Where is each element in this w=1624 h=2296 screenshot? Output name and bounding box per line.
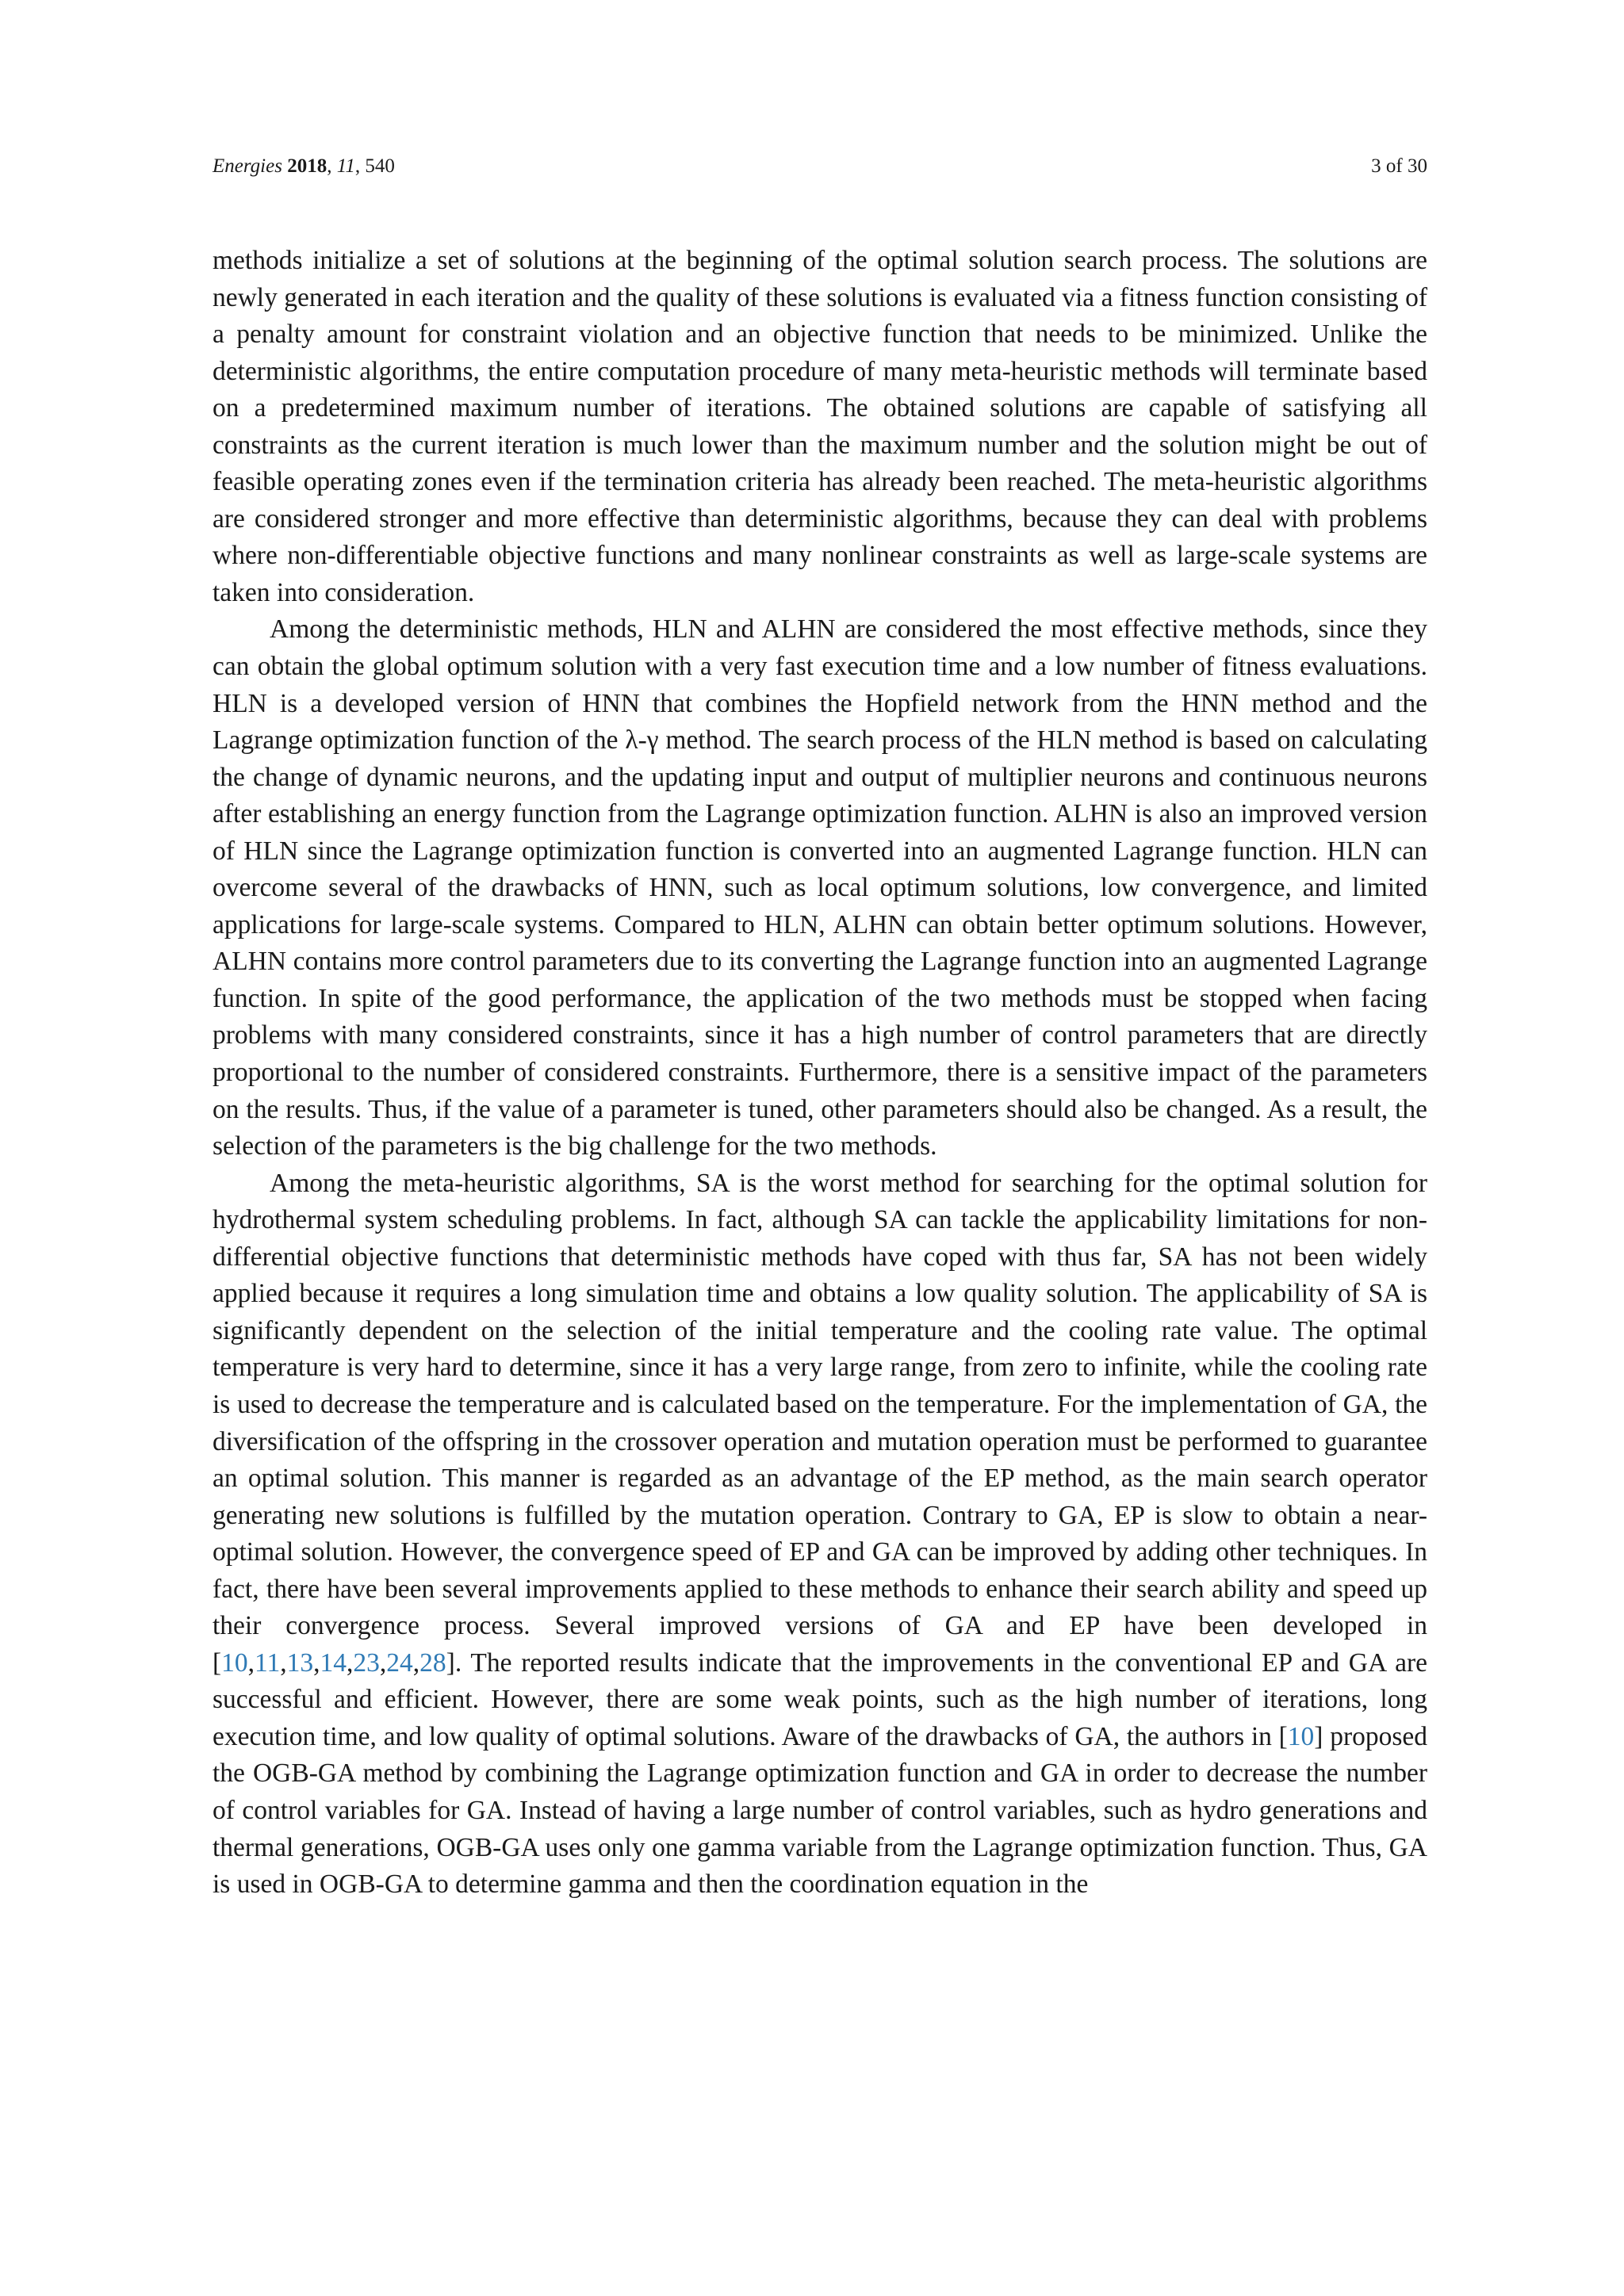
citation-link[interactable]: 11 (255, 1647, 281, 1678)
citation-separator: , (379, 1647, 387, 1678)
journal-year: 2018 (287, 155, 327, 177)
citation-separator: , (280, 1647, 287, 1678)
paragraph-3-text-a: Among the meta-heuristic algorithms, SA is the worst method for searching for the optimal solution for hydrothermal system scheduling problems. In fact, although SA can tackle the applicability limitations for non-differential objective functions that deterministic methods have coped with thus far, SA has not been widely applied because it requires a long simulation time and obtains a low quality solution. The applicability of SA is significantly dependent on the selection of the initial temperature and the cooling rate value. The optimal temperature is very hard to determine, since it has a very large range, from zero to infinite, while the cooling rate is used to decrease the temperature and is calculated based on the temperature. For the implementation of GA, the diversification of the offspring in the crossover operation and mutation operation must be performed to guarantee an optimal solution. This manner is regarded as an advantage of the EP method, as the main search operator generating new solutions is fulfilled by the mutation operation. Contrary to GA, EP is slow to obtain a near-optimal solution. However, the convergence speed of EP and GA can be improved by adding other techniques. In fact, there have been several improvements applied to these methods to enhance their search ability and speed up their convergence process. Several improved versions of GA and EP have been developed in [ (213, 1168, 1427, 1678)
citation-separator: , (347, 1647, 354, 1678)
paragraph-3-text-b: ]. The reported results indicate that the improvements in the conventional EP and GA are successful and efficient. However, there are some weak points, such as the high number of iterations, long execution time, and low quality of optimal solutions. Aware of the drawbacks of GA, the authors in [ (213, 1647, 1427, 1751)
citation-link[interactable]: 24 (386, 1647, 413, 1678)
journal-volume: 11 (336, 155, 355, 177)
paragraph-2: Among the deterministic methods, HLN and ALHN are considered the most effective methods, since they can obtain the global optimum solution with a very fast execution time and a low number of fitness evaluations. HLN is a developed version of HNN that combines the Hopfield network from the HNN method and the Lagrange optimization function of the λ-γ method. The search process of the HLN method is based on calculating the change of dynamic neurons, and the updating input and output of multiplier neurons and continuous neurons after establishing an energy function from the Lagrange optimization function. ALHN is also an improved version of HLN since the Lagrange optimization function is converted into an augmented Lagrange function. HLN can overcome several of the drawbacks of HNN, such as local optimum solutions, low convergence, and limited applications for large-scale systems. Compared to HLN, ALHN can obtain better optimum solutions. However, ALHN contains more control parameters due to its converting the Lagrange function into an augmented Lagrange function. In spite of the good performance, the application of the two methods must be stopped when facing problems with many considered constraints, since it has a high number of control parameters that are directly proportional to the number of considered constraints. Furthermore, there is a sensitive impact of the parameters on the results. Thus, if the value of a parameter is tuned, other parameters should also be changed. As a result, the selection of the parameters is the big challenge for the two methods. (213, 614, 1427, 1161)
running-header (213, 151, 1427, 182)
body-text (213, 243, 1427, 1904)
journal-name: Energies (213, 155, 282, 177)
citation-link[interactable]: 10 (221, 1647, 248, 1678)
citation-separator: , (412, 1647, 420, 1678)
citation-link[interactable]: 23 (353, 1647, 380, 1678)
paragraph-1: methods initialize a set of solutions at the beginning of the optimal solution search process. The solutions are newly generated in each iteration and the quality of these solutions is evaluated via a fitness function consisting of a penalty amount for constraint violation and an objective function that needs to be minimized. Unlike the deterministic algorithms, the entire computation procedure of many meta-heuristic methods will terminate based on a predetermined maximum number of iterations. The obtained solutions are capable of satisfying all constraints as the current iteration is much lower than the maximum number and the solution might be out of feasible operating zones even if the termination criteria has already been reached. The meta-heuristic algorithms are considered stronger and more effective than deterministic algorithms, because they can deal with problems where non-differentiable objective functions and many nonlinear constraints as well as large-scale systems are taken into consideration. (213, 246, 1427, 607)
page-number: 3 of 30 (1371, 155, 1427, 177)
journal-citation: Energies 2018, 11, 540 (213, 155, 395, 177)
citation-link[interactable]: 14 (320, 1647, 347, 1678)
paragraph-3-text-c: ] proposed the OGB-GA method by combining the Lagrange optimization function and GA in order to decrease the number of control variables for GA. Instead of having a large number of control variables, such as hydro generations and thermal generations, OGB-GA uses only one gamma variable from the Lagrange optimization function. Thus, GA is used in OGB-GA to determine gamma and then the coordination equation in the (213, 1721, 1428, 1900)
citation-link[interactable]: 10 (1287, 1721, 1315, 1751)
citation-link[interactable]: 13 (286, 1647, 314, 1678)
citation-separator: , (313, 1647, 320, 1678)
citation-separator: , (247, 1647, 255, 1678)
citation-link[interactable]: 28 (419, 1647, 446, 1678)
paragraph-3 (213, 1165, 1427, 1904)
article-number: 540 (365, 155, 395, 177)
